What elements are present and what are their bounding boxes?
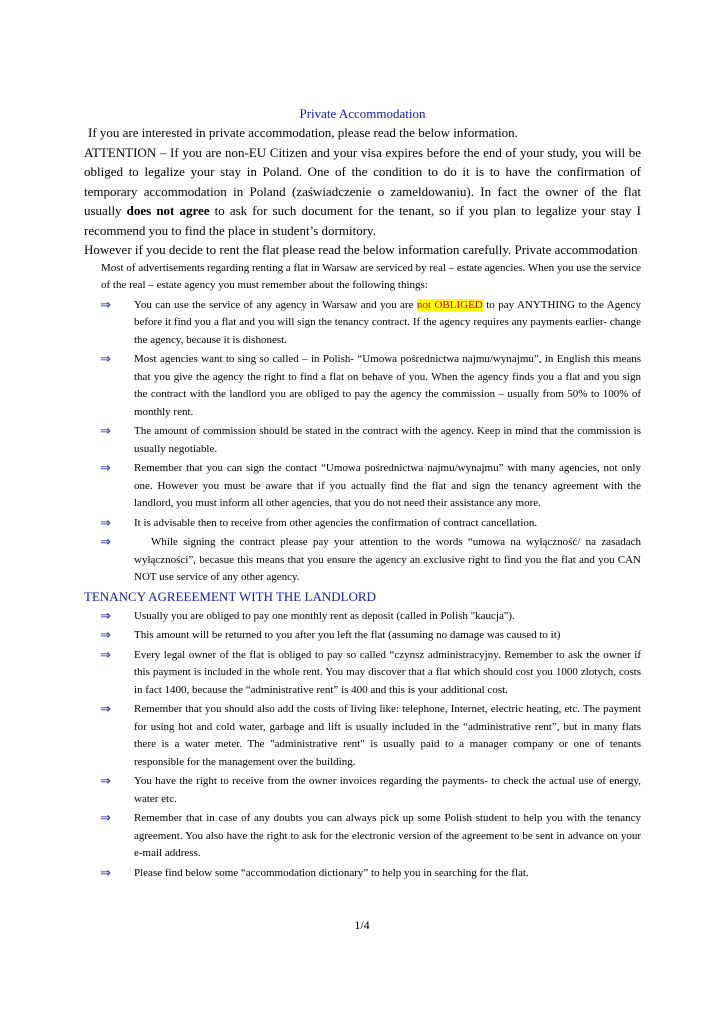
list-item-text: Every legal owner of the flat is obliged to pay so called “czynsz administracyjny. Remember to ask the owner if this payment is included in the whole rent. You may discover that a flat which should cost you 1000 zlotych, costs in fact 1400, because the “administrative rent” is 400 and this is your additional cost.: [134, 648, 641, 696]
attention-text-2: to ask for such document for the tenant, so if you plan to legalize your stay I recommend you to find the place in student’s dormitory.: [84, 203, 641, 238]
list-item: [84, 515, 641, 533]
list-item-text: Remember that you can sign the contact “Umowa pośrednictwa najmu/wynajmu” with many agencies, not only one. However you must be aware that if you actually find the flat and sign the tenancy agreement with the landlord, you must inform all other agencies, that you do not need their assistance any more.: [134, 462, 641, 509]
arrow-icon: ⇒: [100, 865, 111, 881]
arrow-icon: ⇒: [100, 461, 111, 476]
arrow-icon: ⇒: [100, 424, 111, 439]
list-item-text: The amount of commission should be stated in the contract with the agency. Keep in mind that the commission is usually negotiable.: [134, 425, 641, 455]
list-item: [84, 773, 641, 808]
arrow-icon: ⇒: [100, 811, 111, 826]
section-heading-tenancy: TENANCY AGREEEMENT WITH THE LANDLORD: [84, 588, 376, 604]
list-item: [84, 647, 641, 700]
arrow-icon: ⇒: [100, 628, 111, 643]
attention-paragraph: [84, 143, 641, 241]
list-item: [84, 608, 641, 626]
list-item: [84, 423, 641, 458]
list-item-text: This amount will be returned to you after you left the flat (assuming no damage was caused to it): [134, 629, 561, 641]
attention-bold: does not agree: [126, 203, 210, 218]
page-number: 1/4: [354, 918, 370, 932]
however-paragraph: However if you decide to rent the flat please read the below information carefully. Private accommodation: [84, 242, 638, 257]
highlight-not-obliged: not OBLIGED: [416, 298, 483, 311]
list-item: [84, 627, 641, 645]
list-item: [84, 351, 641, 421]
document-page: [84, 104, 641, 882]
list-item-text: Remember that you should also add the costs of living like: telephone, Internet, electric heating, etc. The payment for using hot and cold water, garbage and lift is usually included in the “administrative rent”, but in many flats there is a water meter. The "administrative rent" is usually paid to a manager company or one of tenants responsible for the management over the building.: [134, 703, 641, 768]
list-item: [84, 810, 641, 863]
arrow-icon: ⇒: [100, 647, 111, 663]
list-item-text: It is advisable then to receive from other agencies the confirmation of contract cancellation.: [134, 516, 538, 529]
list-item: [84, 297, 641, 350]
list-item-text: Usually you are obliged to pay one monthly rent as deposit (called in Polish "kaucja").: [134, 609, 515, 622]
arrow-icon: ⇒: [100, 608, 111, 624]
list-item-text: While signing the contract please pay your attention to the words “umowa na wyłączność/ na zasadach wyłączności”, becasue this means that you ensure the agency an exclusive right to find you the flat and you CAN NOT use service of any other agency.: [134, 536, 641, 583]
arrow-icon: ⇒: [100, 515, 111, 531]
page-title: Private Accommodation: [299, 106, 426, 121]
tenancy-list: [84, 608, 641, 883]
list-item-text: You have the right to receive from the owner invoices regarding the payments- to check the actual use of energy, water etc.: [134, 775, 641, 805]
arrow-icon: ⇒: [100, 352, 111, 367]
list-item: [84, 865, 641, 883]
arrow-icon: ⇒: [100, 702, 111, 717]
attention-text-1: ATTENTION – If you are non-EU Citizen and your visa expires before the end of your study, you will be obliged to legalize your stay in Poland. One of the condition to do it is to have the confirmation of temporary accommodation in Poland (zaświadczenie o zameldowaniu). In fact the owner of the flat usually: [84, 144, 641, 218]
list-item-text: You can use the service of any agency in Warsaw and you are not OBLIGED to pay ANYTHING to the Agency before it find you a flat and you will sign the tenancy contract. If the agency requires any payments earlier- change the agency, because it is dishonest.: [134, 298, 642, 346]
list-item: [84, 460, 641, 513]
agencies-intro: Most of advertisements regarding renting a flat in Warsaw are serviced by real – estate agencies. When you use the service of the real – estate agency you must remember about the following things:: [101, 261, 641, 291]
list-item-text: Please find below some “accommodation dictionary” to help you in searching for the flat.: [134, 866, 529, 879]
list-item-text: Remember that in case of any doubts you can always pick up some Polish student to help you with the tenancy agreement. You also have the right to ask for the electronic version of the agreement to be sent in advance on your e-mail address.: [134, 812, 641, 859]
arrow-icon: ⇒: [100, 774, 111, 789]
agency-list: [84, 297, 641, 587]
arrow-icon: ⇒: [100, 297, 111, 313]
arrow-icon: ⇒: [100, 535, 111, 550]
list-item: [84, 701, 641, 771]
intro-paragraph: If you are interested in private accommodation, please read the below information.: [88, 125, 518, 140]
list-item-text: Most agencies want to sing so called – in Polish- “Umowa pośrednictwa najmu/wynajmu”, in English this means that you give the agency the right to find a flat on behave of you. When the agency finds you a flat and you sign the contract with the landlord you are obliged to pay the agency the commission – usually from 50% to 100% of monthly rent.: [134, 353, 641, 418]
list-item: [84, 534, 641, 587]
